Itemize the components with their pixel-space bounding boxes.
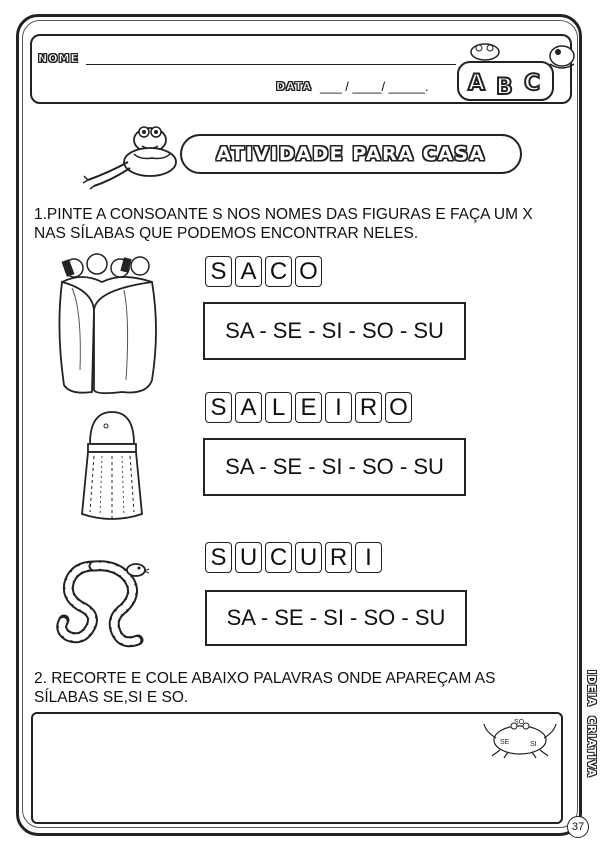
page-number: 37 — [567, 816, 589, 838]
instruction-2: 2. RECORTE E COLE ABAIXO PALAVRAS ONDE APAREÇAM AS SÍLABAS SE,SI E SO. — [34, 670, 496, 706]
letter-box[interactable]: E — [295, 392, 322, 423]
letter-box[interactable]: S — [205, 256, 232, 287]
snake-icon — [54, 556, 150, 652]
word-saleiro — [205, 392, 412, 423]
letter-box[interactable]: R — [325, 542, 352, 573]
abc-letter-b: B — [496, 75, 513, 100]
letter-box[interactable]: C — [265, 256, 292, 287]
paper-bag-icon — [52, 250, 162, 400]
letter-box[interactable]: O — [295, 256, 322, 287]
date-field[interactable]: ___ / ____/ _____. — [320, 79, 429, 94]
sticker-se: SE — [500, 739, 510, 746]
title-banner — [180, 134, 522, 174]
syllables-box[interactable]: SA - SE - SI - SO - SU — [203, 302, 466, 360]
letter-box[interactable]: R — [355, 392, 382, 423]
page-title: ATIVIDADE PARA CASA — [216, 143, 486, 165]
sticker-so: SO — [514, 719, 525, 726]
letter-box[interactable]: I — [355, 542, 382, 573]
word-saco — [205, 256, 322, 287]
letter-box[interactable]: C — [265, 542, 292, 573]
letter-box[interactable]: U — [295, 542, 322, 573]
abc-letter-c: C — [524, 71, 541, 96]
letter-box[interactable]: A — [235, 256, 262, 287]
syllables-box[interactable]: SA - SE - SI - SO - SU — [205, 590, 467, 646]
abc-letter-a: A — [468, 71, 486, 96]
letter-box[interactable]: A — [235, 392, 262, 423]
letter-box[interactable]: U — [235, 542, 262, 573]
nome-label: NOME — [38, 52, 80, 65]
nome-field[interactable] — [86, 64, 456, 65]
publisher-label: IDEIA CRIATIVA — [585, 670, 597, 778]
syllables-box[interactable]: SA - SE - SI - SO - SU — [203, 438, 466, 496]
letter-box[interactable]: S — [205, 392, 232, 423]
data-label: DATA — [276, 80, 312, 93]
abc-logo-icon — [450, 34, 580, 104]
letter-box[interactable]: L — [265, 392, 292, 423]
letter-box[interactable]: I — [325, 392, 352, 423]
word-sucuri — [205, 542, 382, 573]
crab-sticker-icon — [480, 712, 560, 760]
letter-box[interactable]: O — [385, 392, 412, 423]
salt-shaker-icon — [76, 406, 148, 526]
letter-box[interactable]: S — [205, 542, 232, 573]
instruction-1: 1.PINTE A CONSOANTE S NOS NOMES DAS FIGURAS E FAÇA UM X NAS SÍLABAS QUE PODEMOS ENCONTRAR NELES. — [34, 206, 533, 242]
sticker-si: SI — [530, 741, 537, 748]
